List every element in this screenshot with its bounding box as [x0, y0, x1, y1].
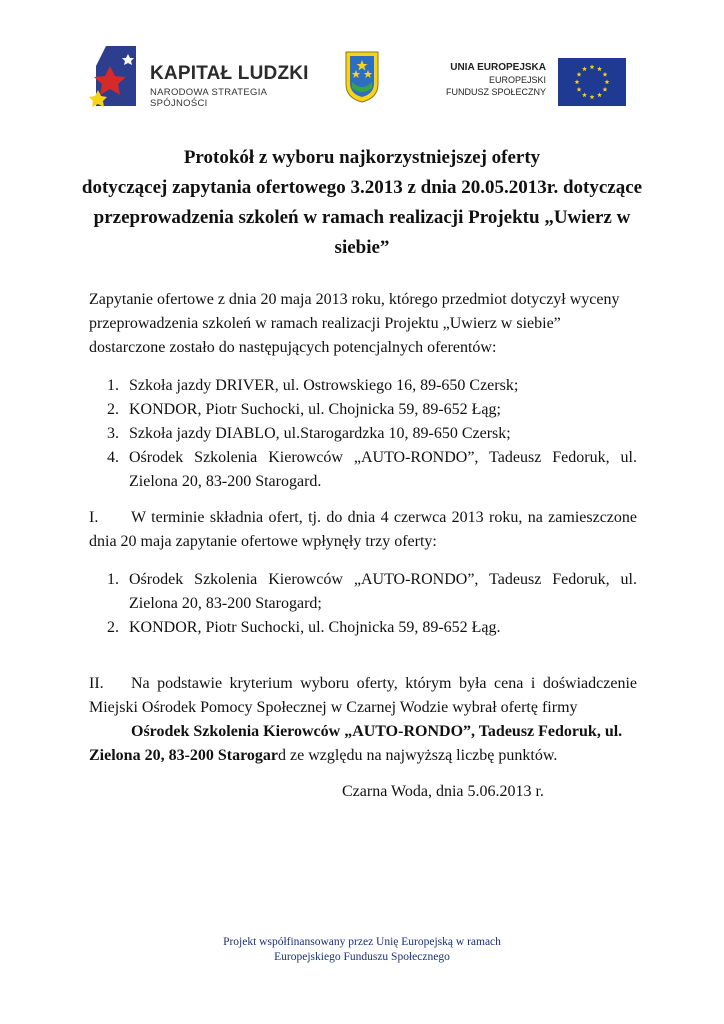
selection-reason: d ze względu na najwyższą liczbę punktów.: [278, 747, 558, 764]
intro-line-2: przeprowadzenia szkoleń w ramach realizacji Projektu „Uwierz w siebie”: [89, 315, 561, 332]
intro-line-3: dostarczone zostało do następujących potencjalnych oferentów:: [89, 339, 497, 356]
kapital-ludzki-logo: [88, 46, 318, 116]
list-item: [89, 374, 637, 398]
list-item-number: 2.: [107, 401, 119, 418]
section-1-label: I.: [89, 509, 99, 526]
selected-offer-line: Ośrodek Szkolenia Kierowców „AUTO-RONDO”, Tadeusz Fedoruk, ul.: [131, 723, 623, 740]
kapital-ludzki-subtitle: NARODOWA STRATEGIA SPÓJNOŚCI: [150, 87, 267, 109]
footer-line-1: Projekt współfinansowany przez Unię Europejską w ramach: [223, 936, 501, 948]
section-1-text: W terminie składnia ofert, tj. do dnia 4 czerwca 2013 roku, na zamieszczone dnia 20 maja zapytanie ofertowe wpłynęły trzy oferty:: [89, 509, 637, 550]
place-and-date: Czarna Woda, dnia 5.06.2013 r.: [342, 783, 544, 800]
document-title: [70, 143, 654, 263]
intro-line-1: Zapytanie ofertowe z dnia 20 maja 2013 roku, którego przedmiot dotyczył wyceny: [89, 291, 620, 308]
section-2-text: Na podstawie kryterium wyboru oferty, którym była cena i doświadczenie Miejski Ośrodek Pomocy Społecznej w Czarnej Wodzie wybrał ofertę firmy: [89, 675, 637, 716]
list-item-text: Szkoła jazdy DIABLO, ul.Starogardzka 10, 89-650 Czersk;: [129, 425, 511, 442]
kapital-ludzki-flag-icon: [88, 46, 140, 112]
list-item-number: 1.: [107, 571, 119, 588]
title-line-4: siebie”: [334, 237, 390, 258]
list-item-text: Ośrodek Szkolenia Kierowców „AUTO-RONDO”, Tadeusz Fedoruk, ul. Zielona 20, 83-200 Starogard.: [129, 449, 637, 490]
footer-line-2: Europejskiego Funduszu Społecznego: [274, 951, 450, 963]
offers-list: [89, 568, 637, 640]
title-line-1: Protokół z wyboru najkorzystniejszej oferty: [183, 147, 541, 168]
footer: [0, 935, 724, 965]
list-item-text: Szkoła jazdy DRIVER, ul. Ostrowskiego 16, 89-650 Czersk;: [129, 377, 519, 394]
list-item-number: 2.: [107, 619, 119, 636]
list-item-text: KONDOR, Piotr Suchocki, ul. Chojnicka 59, 89-652 Łąg;: [129, 401, 501, 418]
section-2-label: II.: [89, 675, 104, 692]
kapital-ludzki-text: [150, 64, 318, 109]
list-item-text: Ośrodek Szkolenia Kierowców „AUTO-RONDO”, Tadeusz Fedoruk, ul. Zielona 20, 83-200 Starogard;: [129, 571, 637, 612]
selected-offer-address: Zielona 20, 83-200 Starogar: [89, 747, 279, 764]
coat-of-arms-icon: [344, 50, 380, 104]
title-line-3: przeprowadzenia szkoleń w ramach realizacji Projektu „Uwierz w: [93, 207, 631, 228]
eu-flag-icon: [558, 58, 626, 106]
section-2-paragraph: [89, 672, 637, 720]
intro-paragraph: [89, 288, 637, 360]
selected-offer-continuation: [89, 744, 637, 768]
eu-fund-label-2: FUNDUSZ SPOŁECZNY: [445, 87, 546, 97]
list-item: [89, 446, 637, 494]
list-item: [89, 568, 637, 616]
eu-union-label: UNIA EUROPEJSKA: [450, 62, 546, 73]
list-item: [89, 422, 637, 446]
list-item-number: 4.: [107, 449, 119, 466]
title-line-2: dotyczącej zapytania ofertowego 3.2013 z dnia 20.05.2013r. dotyczące: [81, 177, 643, 198]
list-item-number: 3.: [107, 425, 119, 442]
section-1-paragraph: [89, 506, 637, 554]
list-item-text: KONDOR, Piotr Suchocki, ul. Chojnicka 59, 89-652 Łąg.: [129, 619, 501, 636]
eu-text-block: [434, 62, 546, 98]
list-item: [89, 616, 637, 640]
list-item: [89, 398, 637, 422]
recipients-list: [89, 374, 637, 494]
logo-header: [88, 40, 628, 120]
list-item-number: 1.: [107, 377, 119, 394]
kapital-ludzki-title: KAPITAŁ LUDZKI: [150, 63, 309, 84]
eu-fund-label-1: EUROPEJSKI: [488, 75, 546, 85]
document-body: [89, 288, 637, 804]
